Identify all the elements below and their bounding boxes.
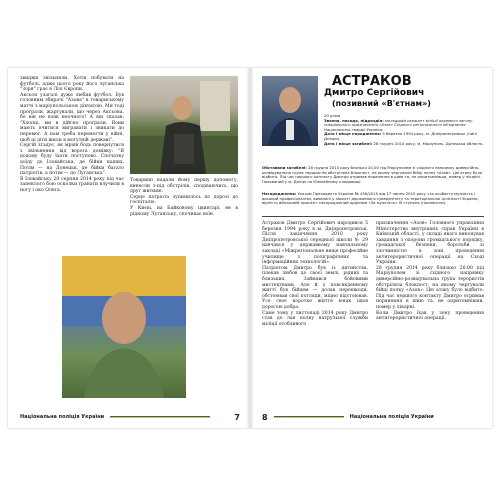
circumstances-block — [262, 166, 484, 184]
birth-value: 5 березня 1994 року, м. Дніпропетровськ (нині Дніпро). — [324, 131, 477, 141]
death-label: Дата і місце загибелі: — [324, 140, 373, 146]
rank-label: Звання, посада, підрозділ: — [324, 117, 384, 123]
left-text-column: звиджи звільнили. Хотів побувати на футболі, адже цього року його луганська "Зоря" грає в Лізі Європи. Аксьон узагалі дуже любив футбол. Був головним збирачі "Азова" в товариському матчі з маріупольською дівчатою. Ми тоді програли, жартували, що через Аксьона, бо він не взяв неочного! А він сказав: "Хлопці, ми в дійсно програли. Вони мають вчитися вигравати і звикати до перемог. А нам треба перемогти у війні, щоб ці діти жили в могутній державі". Сергій згадує, як мріяв бодь повернутися з звільнення від ворога домівку: "Я додому буду їхати поступово. Спочатку доїду до Іловайська, де бійки наших. Потім — на Донецьк, де бійки багато патріотів, а потім — до Луганська". В Іловайську 20 серпня 2014 року під час запеклого бою осколки гранати влучили в ногу і око Олега. — [20, 76, 124, 193]
circumstances-label: Обставини загибелі: — [262, 165, 307, 170]
circumstances-value: 28 грудня 2014 року близько 20.00 під Маріуполем зі східного напрямку диверсійно-розвідувальна група терористів обстріляла блокпост, на якому чергували бійці полку «Азов». Цю атаку було відбито. Під час першого контакту Дмитро отримав поранення в шию та, не опритомнівши, помер у лікарні. Похований у м. Дніпрі на Ювілейному кладовищі. — [262, 165, 483, 184]
page-number: 7 — [234, 412, 240, 422]
soldier-photo-2 — [62, 256, 186, 398]
right-text-column-1: Астраков Дмитро Сергійович народився 5 березня 1994 року в м. Дніпропетровськ. Після закінчення 2010 року Дніпропетровської середньої школи № 29 навчався у державному навчальному закладі «Міжрегіональне вище професійне училище з поліграфічних та інформаційних технологій». Патріотом Дмитро був із дитинства, плекав любов до своєї землі, рідних та близьких. Займався бойовими мистецтвами. Але й у повсякденному житті був бійцем — долав перешкоди, обстоював свої погляди, міцно відстоював. Усе своє коротке життя юнак іщов дорогою добра. Саме тому у листопаді 2014 року Дмитро став до лав полку патрульної служби міліції особливого — [262, 221, 368, 327]
footer-label: Національна поліція України — [20, 414, 105, 420]
left-page — [8, 68, 248, 428]
right-page — [252, 68, 492, 428]
right-text-column-2: призначення «Азов» Головного управління Міністерства внутрішніх справ України в Київській області, у складі якого виконував завдання з охорони громадського порядку, громадської безпеки, боротьби зі злочинністю в зоні проведення антитерористичної операції на Сході України. 28 грудня 2014 року близько 20.00 під Маріуполем зі східного напрямку диверсійно-розвідувальна група терористів обстріляла блокпост, на якому чергували бійці полку «Азов». Цю атаку було відбито. Під час першого контакту Дмитро отримав поранення в шию та, не опритомнівши, помер у лікарні. Коли Дмитро їхав у зону проведення антитерористичної операції, — [376, 221, 484, 322]
ukraine-flag-stripe — [110, 416, 210, 418]
portrait-photo — [262, 76, 318, 146]
right-footer — [262, 412, 484, 422]
award-value: Указом Президента України № 436/2015 від 17 липня 2015 року «за особисту мужність і високий професіоналізм, виявлені у захисті державного суверенітету та територіальної цілісності України, вірність військовій присязі» нагороджений орденом «За мужність» III ступеня (посмертно). — [262, 191, 479, 206]
age-value: 20 років — [324, 113, 341, 118]
death-value: 28 грудня 2014 року, м. Маріуполь, Донецька область. — [373, 140, 484, 146]
award-block — [262, 192, 484, 206]
left-footer — [20, 412, 240, 422]
divider — [262, 216, 484, 217]
rank-value: молодший сержант міліції окремого загону спеціального призначення «Азов» Східного регіонального об'єднання Національної гвардії України. — [324, 117, 473, 132]
soldier-photo-1 — [130, 76, 238, 174]
birth-label: Дата і місце народження: — [324, 131, 382, 137]
award-label: Нагородження: — [262, 191, 297, 196]
surname-heading: АСТРАКОВ — [332, 74, 412, 89]
callsign-heading: (позивний «В'єтнам») — [332, 99, 431, 108]
photo-caption: Товариші надали йому першу допомогу, винесли з-під обстрілів, сподіваючись, що друг житиме. Серце патріота зупинилось по дорозі до госпіталю. У Києві, на Байковому цвинтарі, не в рідному Луганську, спочиває воїн. — [130, 178, 238, 217]
book-spread — [8, 68, 492, 428]
first-name-heading: Дмитро Сергійович — [324, 88, 425, 98]
footer-label: Національна поліція України — [349, 414, 434, 420]
ukraine-flag-stripe — [274, 416, 344, 418]
page-number: 8 — [262, 412, 268, 422]
info-block — [324, 114, 484, 146]
